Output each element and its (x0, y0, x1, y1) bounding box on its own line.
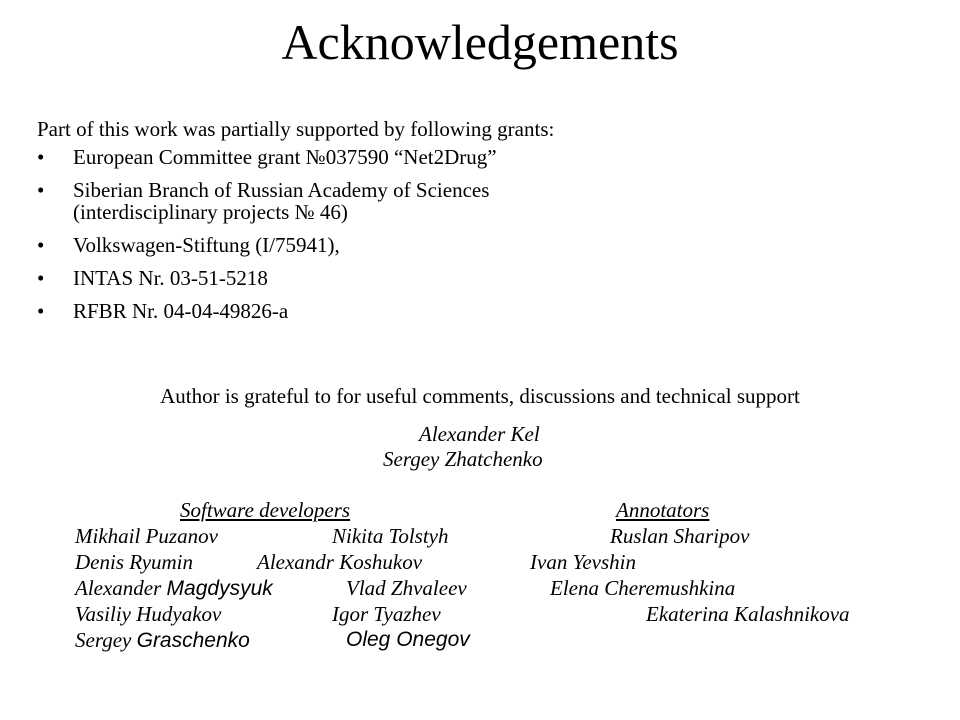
grant-text: Volkswagen-Stiftung (I/75941), (73, 233, 340, 257)
developer-name: Denis Ryumin (75, 550, 194, 574)
annotator-name: Ivan Yevshin (530, 550, 636, 574)
developer-name: Vlad Zhvaleev (346, 576, 467, 600)
bullet-icon: • (37, 145, 45, 169)
developer-name (75, 628, 250, 653)
developer-name: Oleg Onegov (346, 628, 470, 651)
bullet-icon: • (37, 266, 45, 290)
grants-intro: Part of this work was partially supported by following grants: (37, 117, 555, 141)
grant-item (37, 234, 497, 256)
grant-item (37, 300, 497, 322)
contributor-name: Alexander Kel (419, 422, 540, 446)
developer-name: Vasiliy Hudyakov (75, 602, 222, 626)
grant-text: European Committee grant №037590 “Net2Drug” (73, 145, 497, 169)
name-part: Magdysyuk (166, 577, 273, 600)
developer-name: Alexandr Koshukov (257, 550, 423, 574)
name-part: Alexander (75, 576, 167, 600)
grant-item (37, 146, 497, 168)
page-title: Acknowledgements (281, 14, 679, 70)
grant-text-continued: (interdisciplinary projects № 46) (73, 200, 348, 224)
developer-name: Mikhail Puzanov (75, 524, 218, 548)
bullet-icon: • (37, 233, 45, 257)
developers-header: Software developers (180, 498, 351, 522)
grant-item (37, 267, 497, 289)
developer-name: Igor Tyazhev (332, 602, 441, 626)
bullet-icon: • (37, 178, 45, 202)
developer-name: Nikita Tolstyh (332, 524, 449, 548)
grant-text: INTAS Nr. 03-51-5218 (73, 266, 268, 290)
annotator-name: Ekaterina Kalashnikova (646, 602, 850, 626)
annotators-header: Annotators (616, 498, 710, 522)
grant-text: RFBR Nr. 04-04-49826-a (73, 299, 289, 323)
annotator-name: Elena Cheremushkina (550, 576, 736, 600)
contributor-name: Sergey Zhatchenko (383, 447, 543, 471)
gratitude-statement: Author is grateful to for useful comments, discussions and technical support (160, 384, 800, 408)
bullet-icon: • (37, 299, 45, 323)
grants-list (37, 146, 497, 333)
name-part: Sergey (75, 628, 137, 652)
grant-item (37, 179, 497, 223)
developer-name (75, 576, 273, 601)
grant-text: Siberian Branch of Russian Academy of Sciences (73, 178, 490, 202)
annotator-name: Ruslan Sharipov (610, 524, 750, 548)
name-part: Graschenko (136, 629, 250, 652)
